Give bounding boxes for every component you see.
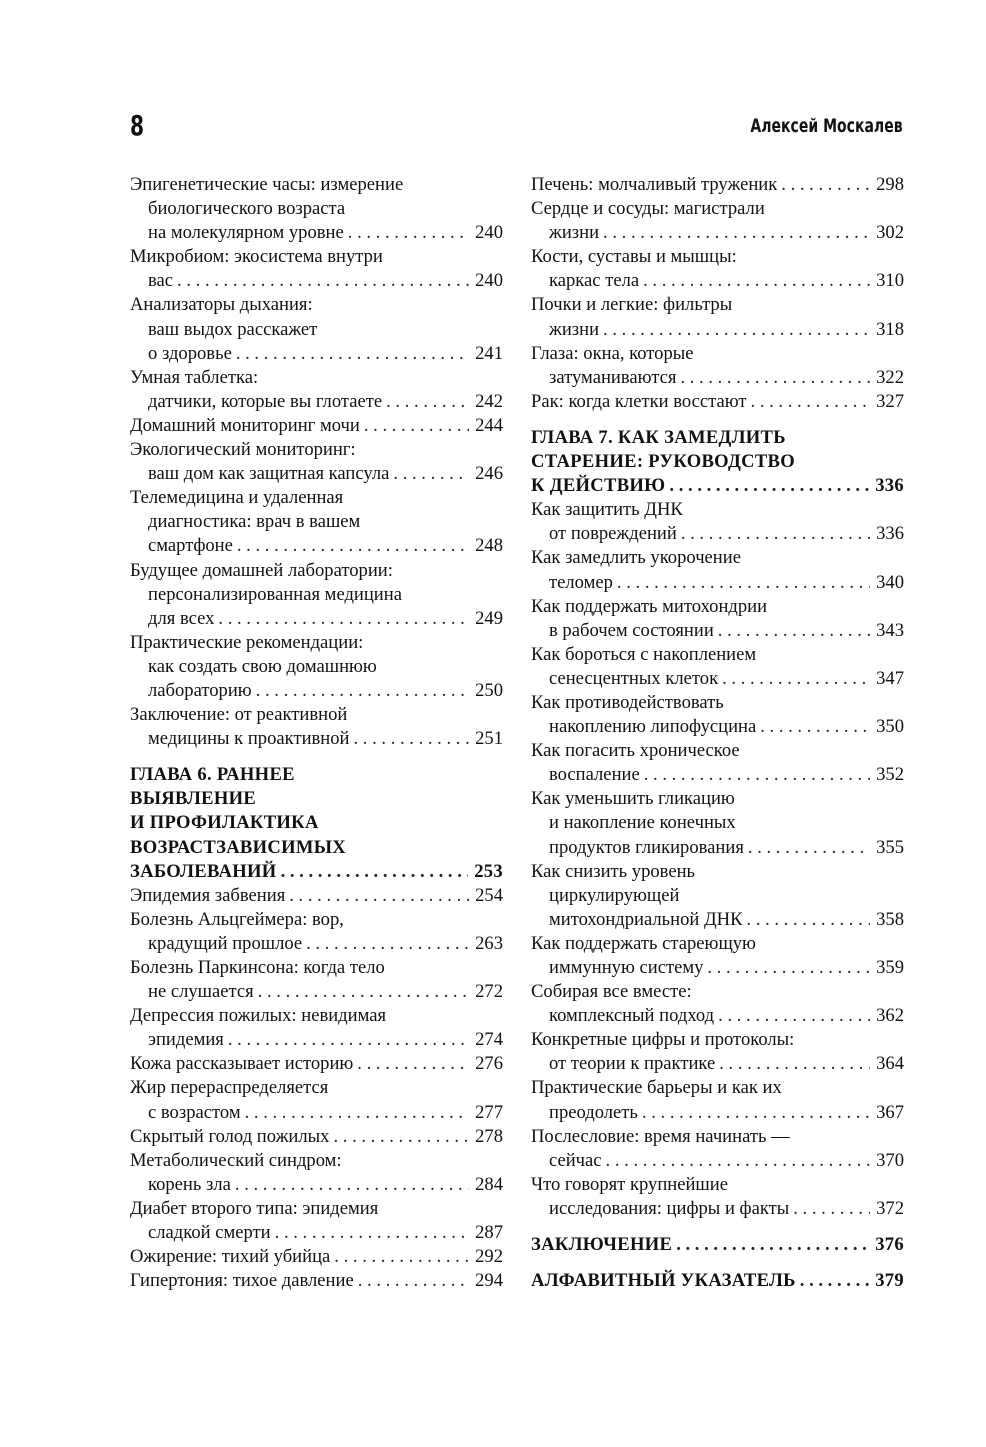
toc-entry-title: лабораторию <box>148 679 252 701</box>
toc-entry-title-line: Кости, суставы и мышцы: <box>531 246 737 268</box>
toc-entry-title-line: Диабет второго типа: эпидемия <box>130 1197 379 1219</box>
toc-entry-last-line <box>130 932 503 956</box>
dot-leader <box>334 1245 469 1269</box>
toc-entry-title: Ожирение: тихий убийца <box>130 1246 331 1268</box>
toc-entry[interactable] <box>531 787 904 859</box>
toc-entry-title-line: Жир перераспределяется <box>130 1077 329 1099</box>
toc-entry-title-line: И ПРОФИЛАКТИКА <box>130 812 319 834</box>
toc-entry[interactable] <box>130 366 503 414</box>
dot-leader <box>333 1125 469 1149</box>
toc-entry[interactable] <box>531 691 904 739</box>
toc-entry-title: от повреждений <box>549 523 677 545</box>
toc-entry-title-line: Умная таблетка: <box>130 366 259 388</box>
dot-leader <box>781 173 870 197</box>
toc-entry[interactable] <box>130 1149 503 1197</box>
dot-leader <box>676 1233 869 1257</box>
toc-entry-title: затуманиваются <box>549 366 677 388</box>
toc-entry[interactable] <box>531 595 904 643</box>
toc-entry-title-line: ВОЗРАСТЗАВИСИМЫХ <box>130 836 347 858</box>
toc-entry-last-line <box>531 173 904 197</box>
toc-entry-last-line <box>531 366 904 390</box>
toc-entry-title-line: Что говорят крупнейшие <box>531 1173 728 1195</box>
toc-entry-last-line <box>531 1269 904 1293</box>
toc-chapter[interactable] <box>531 1269 904 1293</box>
toc-entry-last-line <box>531 1101 904 1125</box>
toc-page-number: 358 <box>876 908 904 930</box>
toc-page-number: 274 <box>475 1029 503 1051</box>
toc-entry-title: ЗАКЛЮЧЕНИЕ <box>531 1234 673 1256</box>
toc-entry[interactable] <box>531 293 904 341</box>
toc-page-number: 322 <box>876 366 904 388</box>
toc-entry-last-line <box>531 1149 904 1173</box>
dot-leader <box>281 860 469 884</box>
toc-entry-title: крадущий прошлое <box>148 932 303 954</box>
toc-entry-title: сенесцентных клеток <box>549 667 719 689</box>
toc-entry-last-line <box>531 1052 904 1076</box>
toc-entry-title-line: Как уменьшить гликацию <box>531 788 735 810</box>
dot-leader <box>751 390 871 414</box>
toc-entry-last-line <box>531 269 904 293</box>
toc-entry[interactable] <box>531 197 904 245</box>
toc-entry[interactable] <box>130 1125 503 1149</box>
toc-right-column <box>531 173 904 1293</box>
toc-entry-title: К ДЕЙСТВИЮ <box>531 475 666 497</box>
toc-page-number: 250 <box>475 679 503 701</box>
toc-entry-title: Печень: молчаливый труженик <box>531 174 778 195</box>
dot-leader <box>718 619 870 643</box>
toc-page-number: 310 <box>876 270 904 292</box>
toc-entry-last-line <box>531 667 904 691</box>
toc-entry-title-line: Телемедицина и удаленная <box>130 487 344 509</box>
toc-entry-last-line <box>531 1004 904 1028</box>
dot-leader <box>606 1149 871 1173</box>
toc-page-number: 278 <box>475 1125 503 1147</box>
page-header <box>130 108 903 144</box>
toc-entry[interactable] <box>531 980 904 1028</box>
toc-entry-last-line <box>130 221 503 245</box>
toc-page-number: 347 <box>876 667 904 689</box>
toc-entry[interactable] <box>130 245 503 293</box>
toc-entry-title: Эпидемия забвения <box>130 884 286 906</box>
toc-entry-title-line: ваш выдох расскажет <box>148 318 318 340</box>
toc-entry[interactable] <box>130 703 503 751</box>
toc-chapter[interactable] <box>130 763 503 883</box>
toc-entry[interactable] <box>531 860 904 932</box>
toc-entry-last-line <box>531 571 904 595</box>
toc-entry-last-line <box>130 414 503 438</box>
toc-entry-title: от теории к практике <box>549 1053 716 1075</box>
dot-leader <box>719 1052 870 1076</box>
toc-entry[interactable] <box>130 956 503 1004</box>
toc-entry-title-line: и накопление конечных <box>549 812 736 834</box>
dot-leader <box>393 462 469 486</box>
toc-entry-last-line <box>130 1173 503 1197</box>
toc-entry-title-line: Депрессия пожилых: невидимая <box>130 1005 387 1027</box>
toc-entry-title: ЗАБОЛЕВАНИЙ <box>130 860 277 882</box>
dot-leader <box>603 318 870 342</box>
toc-page-number: 318 <box>876 318 904 340</box>
toc-entry[interactable] <box>130 1269 503 1293</box>
toc-entry-title: смартфоне <box>148 535 233 557</box>
dot-leader <box>386 390 469 414</box>
toc-entry[interactable] <box>130 1197 503 1245</box>
toc-entry-last-line <box>130 1052 503 1076</box>
toc-entry-title: датчики, которые вы глотаете <box>148 390 383 412</box>
toc-entry-title-line: Послесловие: время начинать — <box>531 1125 790 1147</box>
toc-entry-title-line: персонализированная медицина <box>148 583 402 605</box>
toc-entry-title: митохондриальной ДНК <box>549 908 743 930</box>
dot-leader <box>364 414 469 438</box>
toc-entry-title: продуктов гликирования <box>549 836 744 858</box>
dot-leader <box>800 1269 869 1293</box>
toc-entry-title-line: Конкретные цифры и протоколы: <box>531 1029 795 1051</box>
toc-page-number: 352 <box>876 764 904 786</box>
toc-entry-title: не слушается <box>148 981 254 1003</box>
toc-entry-title: исследования: цифры и факты <box>549 1197 790 1219</box>
toc-entry-title: преодолеть <box>549 1101 638 1123</box>
dot-leader <box>357 1052 469 1076</box>
toc-page-number: 298 <box>876 174 904 195</box>
toc-chapter[interactable] <box>531 426 904 498</box>
toc-entry-title: Кожа рассказывает историю <box>130 1053 354 1075</box>
toc-page-number: 367 <box>876 1101 904 1123</box>
toc-page-number: 359 <box>876 957 904 978</box>
toc-entry-title: с возрастом <box>148 1101 241 1123</box>
toc-page-number: 244 <box>475 414 503 436</box>
toc-entry-last-line <box>130 1269 503 1293</box>
dot-leader <box>748 836 870 860</box>
dot-leader <box>644 763 870 787</box>
toc-entry-title: Гипертония: тихое давление <box>130 1270 354 1292</box>
toc-entry-title-line: Болезнь Паркинсона: когда тело <box>130 957 385 978</box>
toc-entry-last-line <box>531 522 904 546</box>
toc-entry[interactable] <box>130 559 503 631</box>
toc-page-number: 336 <box>876 523 904 545</box>
toc-page-number: 272 <box>475 981 503 1003</box>
toc-entry[interactable] <box>531 1028 904 1076</box>
toc-entry-last-line <box>130 1125 503 1149</box>
toc-entry-last-line <box>531 763 904 787</box>
toc-page-number: 287 <box>475 1222 503 1244</box>
toc-entry-title-line: Как погасить хроническое <box>531 740 740 762</box>
dot-leader <box>680 366 870 390</box>
toc-entry[interactable] <box>130 173 503 245</box>
toc-page-number: 242 <box>475 390 503 412</box>
toc-entry[interactable] <box>130 1052 503 1076</box>
toc-page-number: 251 <box>475 728 503 750</box>
toc-left-column <box>130 173 503 1293</box>
toc-entry[interactable] <box>531 173 904 197</box>
dot-leader <box>235 1173 469 1197</box>
toc-entry-last-line <box>130 727 503 751</box>
toc-entry-last-line <box>130 884 503 908</box>
toc-page-number: 294 <box>475 1270 503 1292</box>
toc-entry[interactable] <box>531 1125 904 1173</box>
dot-leader <box>793 1197 870 1221</box>
dot-leader <box>358 1269 469 1293</box>
toc-entry-title: сладкой смерти <box>148 1222 271 1244</box>
toc-entry-title-line: Практические барьеры и как их <box>531 1077 782 1099</box>
toc-page-number: 340 <box>876 571 904 593</box>
running-head-author: Алексей Москалев <box>750 115 903 137</box>
toc-entry-title: в рабочем состоянии <box>549 619 714 641</box>
toc-entry-last-line <box>130 462 503 486</box>
toc-entry-title-line: Метаболический синдром: <box>130 1149 342 1171</box>
toc-entry-title: для всех <box>148 607 215 629</box>
toc-entry-title-line: Как бороться с накоплением <box>531 643 757 665</box>
toc-entry-title: Рак: когда клетки восстают <box>531 390 747 412</box>
toc-entry-title: жизни <box>549 318 600 340</box>
toc-entry[interactable] <box>531 643 904 691</box>
toc-page-number: 372 <box>876 1197 904 1219</box>
toc-entry-last-line <box>531 836 904 860</box>
dot-leader <box>236 342 469 366</box>
toc-entry-title-line: Почки и легкие: фильтры <box>531 294 733 316</box>
page-number: 8 <box>130 109 145 142</box>
toc-entry-title-line: Как противодействовать <box>531 691 724 713</box>
toc-entry[interactable] <box>531 1173 904 1221</box>
toc-entry-last-line <box>130 1245 503 1269</box>
toc-entry-title-line: ВЫЯВЛЕНИЕ <box>130 788 257 810</box>
toc-entry-title: ваш дом как защитная капсула <box>148 463 390 485</box>
toc-page-number: 302 <box>876 222 904 244</box>
dot-leader <box>354 727 470 751</box>
toc-entry-title-line: Сердце и сосуды: магистрали <box>531 198 765 220</box>
toc-entry-last-line <box>130 980 503 1004</box>
toc-entry-title: о здоровье <box>148 342 232 364</box>
toc-page-number: 263 <box>475 932 503 954</box>
toc-entry-last-line <box>531 908 904 932</box>
toc-entry[interactable] <box>531 245 904 293</box>
toc-page-number: 355 <box>876 836 904 858</box>
toc-page-number: 327 <box>876 390 904 412</box>
dot-leader <box>603 221 870 245</box>
toc-entry-last-line <box>130 1101 503 1125</box>
toc-entry-title: накоплению липофусцина <box>549 716 757 738</box>
toc-entry[interactable] <box>531 1076 904 1124</box>
toc-entry-title: Домашний мониторинг мочи <box>130 414 360 436</box>
toc-entry-title-line: Экологический мониторинг: <box>130 439 356 461</box>
toc-entry[interactable] <box>130 414 503 438</box>
dot-leader <box>760 715 870 739</box>
toc-chapter[interactable] <box>531 1233 904 1257</box>
dot-leader <box>722 667 870 691</box>
toc-entry-title: АЛФАВИТНЫЙ УКАЗАТЕЛЬ <box>531 1270 796 1292</box>
toc-entry-title: вас <box>148 270 174 292</box>
toc-page-number: 276 <box>475 1053 503 1075</box>
toc-entry[interactable] <box>531 739 904 787</box>
toc-page-number: 240 <box>475 270 503 292</box>
toc-entry-last-line <box>130 860 503 884</box>
toc-page-number: 343 <box>876 619 904 641</box>
toc-page-number: 336 <box>875 475 904 497</box>
toc-entry-title-line: Заключение: от реактивной <box>130 704 348 726</box>
toc-entry-title: корень зла <box>148 1173 231 1195</box>
toc-entry[interactable] <box>130 438 503 486</box>
toc-page-number: 254 <box>475 884 503 906</box>
toc-entry-title-line: ГЛАВА 7. КАК ЗАМЕДЛИТЬ <box>531 426 786 448</box>
section-gap <box>531 1257 904 1269</box>
toc-entry-last-line <box>531 390 904 414</box>
toc-entry-title-line: Практические рекомендации: <box>130 631 364 653</box>
toc-page-number: 248 <box>475 535 503 557</box>
toc-entry-title-line: Как поддержать стареющую <box>531 932 756 954</box>
toc-entry-last-line <box>531 474 904 498</box>
toc-entry-last-line <box>531 221 904 245</box>
dot-leader <box>177 269 469 293</box>
section-gap <box>130 751 503 763</box>
dot-leader <box>306 932 469 956</box>
toc-page-number: 246 <box>475 463 503 485</box>
toc-entry[interactable] <box>130 486 503 558</box>
toc-entry-last-line <box>531 1233 904 1257</box>
toc-entry-title-line: Собирая все вместе: <box>531 981 692 1003</box>
dot-leader <box>643 269 870 293</box>
dot-leader <box>218 607 469 631</box>
toc-entry-title: каркас тела <box>549 270 640 292</box>
toc-entry-last-line <box>130 679 503 703</box>
toc-entry-title-line: как создать свою домашнюю <box>148 655 377 677</box>
toc-entry[interactable] <box>130 908 503 956</box>
toc-entry-title: эпидемия <box>148 1029 224 1051</box>
dot-leader <box>747 908 871 932</box>
toc-entry-title-line: Как замедлить укорочение <box>531 547 741 569</box>
dot-leader <box>348 221 469 245</box>
toc-entry-title: комплексный подход <box>549 1005 715 1027</box>
toc-entry-last-line <box>130 1221 503 1245</box>
dot-leader <box>275 1221 469 1245</box>
toc-entry-last-line <box>531 956 904 980</box>
toc-page-number: 364 <box>876 1053 904 1075</box>
toc-page-number: 284 <box>475 1173 503 1195</box>
toc-entry-title: иммунную систему <box>549 957 704 978</box>
toc-page-number: 362 <box>876 1005 904 1027</box>
toc-entry-title: Скрытый голод пожилых <box>130 1125 330 1147</box>
toc-entry-title-line: Болезнь Альцгеймера: вор, <box>130 908 344 930</box>
toc-entry[interactable] <box>130 1076 503 1124</box>
toc-entry-title-line: циркулирующей <box>549 884 680 906</box>
toc-entry[interactable] <box>531 546 904 594</box>
toc-page-number: 240 <box>475 222 503 244</box>
toc-page-number: 379 <box>875 1270 904 1292</box>
toc-entry[interactable] <box>130 293 503 365</box>
toc-entry-title: медицины к проактивной <box>148 728 350 750</box>
toc-entry[interactable] <box>130 1245 503 1269</box>
toc-entry-last-line <box>531 715 904 739</box>
toc-entry[interactable] <box>130 631 503 703</box>
toc-page-number: 350 <box>876 716 904 738</box>
toc-entry[interactable] <box>130 1004 503 1052</box>
toc-entry-title: сейчас <box>549 1149 602 1171</box>
toc-entry-title-line: Как снизить уровень <box>531 860 696 882</box>
dot-leader <box>245 1101 470 1125</box>
toc-page-number: 292 <box>475 1246 503 1268</box>
toc-entry-title-line: диагностика: врач в вашем <box>148 511 361 533</box>
toc-page-number: 241 <box>475 342 503 364</box>
toc-entry[interactable] <box>531 498 904 546</box>
toc-entry-title-line: Анализаторы дыхания: <box>130 294 313 316</box>
toc-page-number: 249 <box>475 607 503 629</box>
toc-entry-last-line <box>130 269 503 293</box>
section-gap <box>531 1221 904 1233</box>
toc-entry-last-line <box>130 390 503 414</box>
toc-entry[interactable] <box>130 884 503 908</box>
dot-leader <box>237 534 469 558</box>
dot-leader <box>681 522 870 546</box>
toc-entry-title: на молекулярном уровне <box>148 222 344 244</box>
toc-entry-title: воспаление <box>549 764 640 786</box>
toc-entry-title-line: Глаза: окна, которые <box>531 342 694 364</box>
toc-entry[interactable] <box>531 390 904 414</box>
toc-entry-title: жизни <box>549 222 600 244</box>
toc-entry-last-line <box>130 607 503 631</box>
toc-entry-last-line <box>130 342 503 366</box>
dot-leader <box>256 679 469 703</box>
toc-entry-title-line: Как защитить ДНК <box>531 499 683 521</box>
toc-entry-last-line <box>531 619 904 643</box>
dot-leader <box>718 1004 870 1028</box>
dot-leader <box>289 884 469 908</box>
section-gap <box>531 414 904 426</box>
dot-leader <box>258 980 469 1004</box>
dot-leader <box>669 474 869 498</box>
toc-entry-title: теломер <box>549 571 613 593</box>
toc-entry-title-line: Как поддержать митохондрии <box>531 595 768 617</box>
toc-entry-title-line: ГЛАВА 6. РАННЕЕ <box>130 764 295 786</box>
toc-entry-last-line <box>130 534 503 558</box>
toc-entry-last-line <box>531 1197 904 1221</box>
toc-entry-title-line: Эпигенетические часы: измерение <box>130 174 404 195</box>
dot-leader <box>642 1101 870 1125</box>
toc-page-number: 376 <box>875 1234 904 1256</box>
toc-entry[interactable] <box>531 932 904 980</box>
toc-entry[interactable] <box>531 342 904 390</box>
dot-leader <box>228 1028 469 1052</box>
dot-leader <box>707 956 870 980</box>
toc-entry-last-line <box>130 1028 503 1052</box>
toc-page-number: 370 <box>876 1149 904 1171</box>
toc-entry-last-line <box>531 318 904 342</box>
toc-entry-title-line: Микробиом: экосистема внутри <box>130 246 383 268</box>
toc-entry-title-line: биологического возраста <box>148 198 346 220</box>
toc-page-number: 277 <box>475 1101 503 1123</box>
toc-page-number: 253 <box>474 860 503 882</box>
dot-leader <box>617 571 870 595</box>
toc-entry-title-line: Будущее домашней лаборатории: <box>130 559 393 581</box>
toc-entry-title-line: СТАРЕНИЕ: РУКОВОДСТВО <box>531 451 796 473</box>
